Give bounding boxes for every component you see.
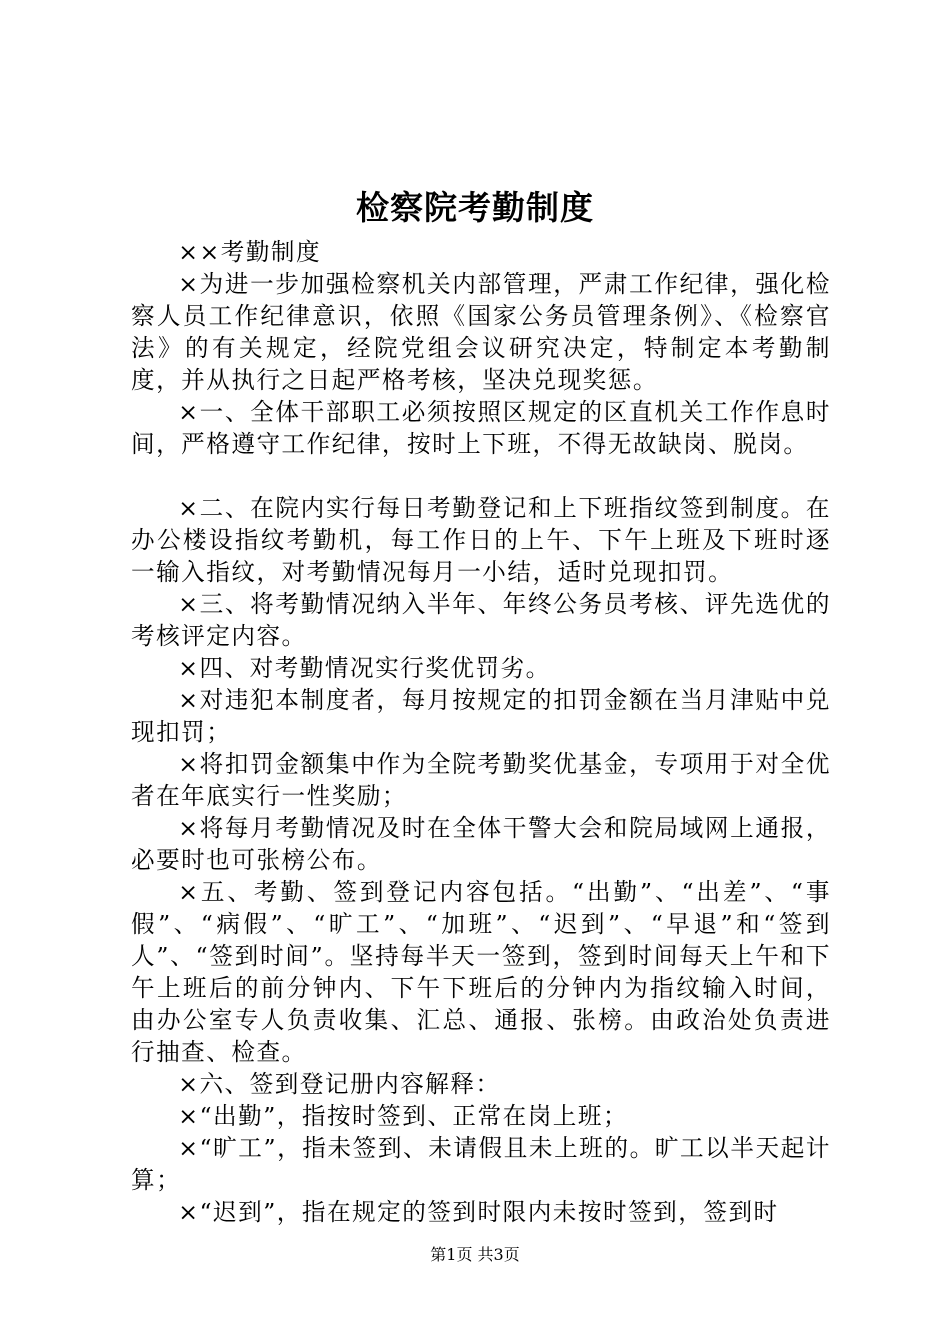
page-footer: 第1页 共3页 [430, 1245, 520, 1264]
paragraph-article-6-item-2: ×“旷工”，指未签到、未请假且未上班的。旷工以半天起计算； [131, 1134, 831, 1194]
paragraph-preamble: ×为进一步加强检察机关内部管理，严肃工作纪律，强化检察人员工作纪律意识，依照《国家公务员管理条例》、《检察官法》的有关规定，经院党组会议研究决定，特制定本考勤制度，并从执行之日起严格考核，坚决兑现奖惩。 [131, 270, 831, 394]
paragraph-article-6-item-1: ×“出勤”，指按时签到、正常在岗上班； [178, 1102, 629, 1130]
paragraph-article-4-item-2: ×将扣罚金额集中作为全院考勤奖优基金，专项用于对全优者在年底实行一性奖励； [131, 750, 831, 810]
paragraph-article-4: ×四、对考勤情况实行奖优罚劣。 [178, 654, 551, 682]
paragraph-article-6: ×六、签到登记册内容解释： [178, 1070, 501, 1098]
document-body [131, 236, 831, 1228]
paragraph-article-3: ×三、将考勤情况纳入半年、年终公务员考核、评先选优的考核评定内容。 [131, 590, 831, 650]
paragraph-article-6-item-3: ×“迟到”，指在规定的签到时限内未按时签到，签到时 [178, 1198, 779, 1226]
paragraph-article-1: ×一、全体干部职工必须按照区规定的区直机关工作作息时间，严格遵守工作纪律，按时上下班，不得无故缺岗、脱岗。 [131, 398, 831, 458]
paragraph-article-2: ×二、在院内实行每日考勤登记和上下班指纹签到制度。在办公楼设指纹考勤机，每工作日的上午、下午上班及下班时逐一输入指纹，对考勤情况每月一小结，适时兑现扣罚。 [131, 494, 831, 586]
paragraph-article-4-item-1: ×对违犯本制度者，每月按规定的扣罚金额在当月津贴中兑现扣罚； [131, 686, 831, 746]
paragraph-spacer [131, 460, 831, 492]
document-title: 检察院考勤制度 [356, 188, 594, 227]
paragraph-article-4-item-3: ×将每月考勤情况及时在全体干警大会和院局域网上通报，必要时也可张榜公布。 [131, 814, 831, 874]
paragraph-article-5: ×五、考勤、签到登记内容包括。“出勤”、“出差”、“事假”、“病假”、“旷工”、“加班”、“迟到”、“早退”和“签到人”、“签到时间”。坚持每半天一签到，签到时间每天上午和下午上班后的前分钟内、下午下班后的分钟内为指纹输入时间，由办公室专人负责收集、汇总、通报、张榜。由政治处负责进行抽查、检查。 [131, 878, 831, 1066]
paragraph-heading: ××考勤制度 [178, 238, 322, 266]
